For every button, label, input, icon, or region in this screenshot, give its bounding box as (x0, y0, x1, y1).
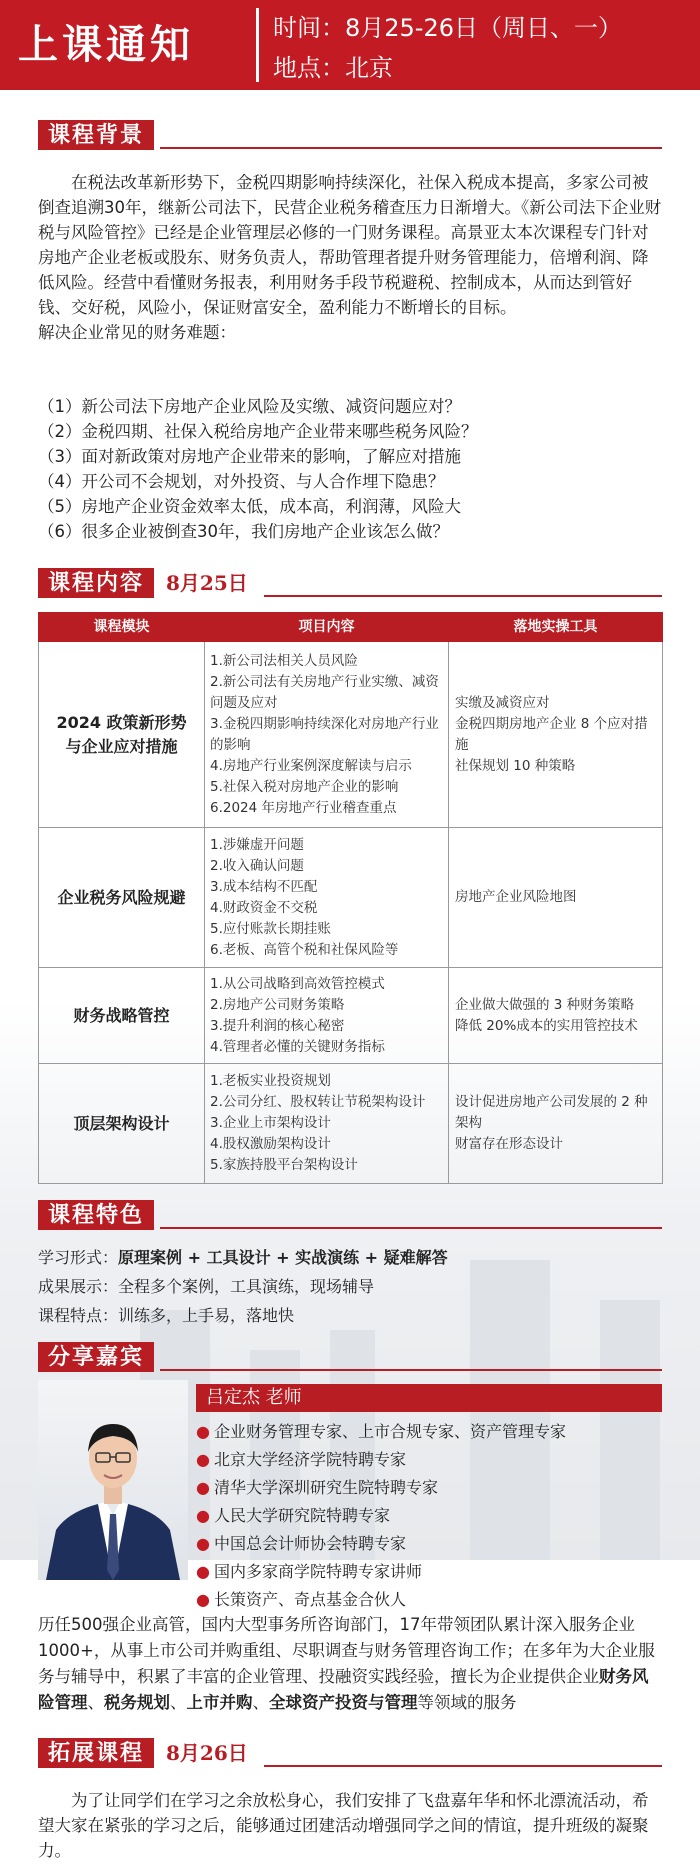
item-line: 3.成本结构不匹配 (210, 878, 318, 895)
list-item (196, 1530, 566, 1558)
credential-text: 中国总会计师协会特聘专家 (213, 1534, 406, 1553)
item-line: 5.社保入税对房地产企业的影响 (210, 778, 399, 795)
table-row (39, 1064, 663, 1184)
bio-separator: 、 (252, 1693, 269, 1712)
item-line: 6.2024 年房地产行业稽查重点 (210, 799, 397, 816)
table-row (39, 828, 663, 968)
tool-line: 房地产企业风险地图 (455, 889, 577, 905)
table-row (39, 968, 663, 1064)
item-line: 4.管理者必懂的关键财务指标 (210, 1038, 385, 1055)
tool-line: 金税四期房地产企业 8 个应对措施 (455, 715, 648, 753)
extension-paragraph (38, 1788, 664, 1863)
section-heading-features (38, 1200, 662, 1230)
speaker-bio (38, 1612, 664, 1716)
extension-text: 为了让同学们在学习之余放松身心，我们安排了飞盘嘉年华和怀北漂流活动，希望大家在紧张的学习之后，能够通过团建活动增强同学之间的情谊，提升班级的凝聚力。 (38, 1791, 649, 1860)
feature-result (38, 1274, 374, 1300)
item-line: 2.房地产公司财务策略 (210, 996, 345, 1013)
time-info: 时间：8月25-26日（周日、一） (273, 14, 623, 42)
item-line: 3.企业上市架构设计 (210, 1115, 331, 1131)
credential-text: 国内多家商学院特聘专家讲师 (213, 1562, 422, 1581)
list-item: （5）房地产企业资金效率太低，成本高，利润薄，风险大 (38, 497, 461, 516)
bio-highlight: 上市并购 (186, 1693, 253, 1712)
bullet-icon: ● (196, 1590, 210, 1609)
list-item (196, 1418, 566, 1446)
item-line: 2.新公司法有关房地产行业实缴、减资问题及应对 (210, 673, 439, 711)
module-cell: 企业税务风险规避 (39, 828, 205, 968)
feature-label: 学习形式： (38, 1248, 119, 1267)
item-line: 3.金税四期影响持续深化对房地产行业的影响 (210, 715, 439, 753)
header-banner (0, 0, 700, 90)
list-item: （6）很多企业被倒查30年，我们房地产企业该怎么做？ (38, 522, 449, 541)
tool-line: 财富存在形态设计 (455, 1136, 563, 1152)
section-heading-speaker (38, 1342, 662, 1372)
bullet-icon: ● (196, 1506, 210, 1525)
course-table (38, 612, 663, 1184)
section-tag: 课程背景 (38, 120, 154, 150)
list-item (196, 1446, 566, 1474)
feature-form (38, 1245, 448, 1271)
item-line: 4.财政资金不交税 (210, 899, 318, 916)
feature-label: 课程特点： (38, 1306, 119, 1325)
feature-label: 成果展示： (38, 1277, 119, 1296)
list-item: （2）金税四期、社保入税给房地产企业带来哪些税务风险？ (38, 422, 478, 441)
feature-trait (38, 1303, 294, 1329)
section-date: 8月26日 (166, 1741, 248, 1765)
tools-cell (449, 968, 663, 1064)
problems-title: 解决企业常见的财务难题： (38, 323, 236, 342)
list-item (196, 1474, 566, 1502)
section-underline (264, 1765, 662, 1767)
tool-line: 社保规划 10 种策略 (455, 757, 576, 774)
item-line: 4.股权激励架构设计 (210, 1136, 331, 1152)
bullet-icon: ● (196, 1478, 210, 1497)
credential-text: 北京大学经济学院特聘专家 (213, 1450, 406, 1469)
items-cell (205, 828, 449, 968)
section-heading-content (38, 568, 662, 598)
section-tag: 课程内容 (38, 568, 154, 598)
problems-list (38, 394, 664, 544)
tool-line: 实缴及减资应对 (455, 694, 550, 711)
credential-text: 企业财务管理专家、上市合规专家、资产管理专家 (213, 1422, 566, 1441)
credential-text: 长策资产、奇点基金合伙人 (213, 1590, 406, 1609)
items-cell (205, 1064, 449, 1184)
bio-text: 历任500强企业高管，国内大型事务所咨询部门，17年带领团队累计深入服务企业1000+，从事上市公司并购重组、尽职调查与财务管理咨询工作；在多年为大企业服务与辅导中，积累了丰富的企业管理、投融资实践经验，擅长为企业提供企业 (38, 1615, 655, 1686)
item-line: 1.老板实业投资规划 (210, 1073, 331, 1089)
list-item (196, 1558, 566, 1586)
section-underline (160, 147, 662, 149)
item-line: 5.应付账款长期挂账 (210, 920, 331, 937)
list-item: （4）开公司不会规划，对外投资、与人合作埋下隐患？ (38, 472, 445, 491)
tools-cell (449, 828, 663, 968)
section-heading-extension (38, 1738, 662, 1768)
item-line: 3.提升利润的核心秘密 (210, 1017, 345, 1034)
feature-value: 全程多个案例，工具演练，现场辅导 (118, 1277, 375, 1296)
bio-separator: 、 (170, 1693, 187, 1712)
item-line: 6.老板、高管个税和社保风险等 (210, 941, 399, 958)
item-line: 1.从公司战略到高效管控模式 (210, 975, 385, 992)
table-row (39, 642, 663, 828)
tool-line: 企业做大做强的 3 种财务策略 (455, 996, 635, 1013)
speaker-photo (38, 1380, 188, 1580)
place-info: 地点：北京 (273, 54, 393, 82)
bio-text: 等领域的服务 (417, 1693, 517, 1712)
bullet-icon: ● (196, 1562, 210, 1581)
background-paragraph (38, 170, 664, 345)
bullet-icon: ● (196, 1534, 210, 1553)
feature-value: 训练多，上手易，落地快 (118, 1306, 295, 1325)
bio-highlight: 税务规划 (104, 1693, 170, 1712)
section-heading-background (38, 120, 662, 150)
module-cell: 顶层架构设计 (39, 1064, 205, 1184)
tools-cell (449, 642, 663, 828)
column-header: 落地实操工具 (449, 613, 663, 642)
tool-line: 设计促进房地产公司发展的 2 种架构 (455, 1094, 648, 1131)
bio-separator: 、 (87, 1693, 104, 1712)
feature-value: 原理案例 + 工具设计 + 实战演练 + 疑难解答 (118, 1248, 448, 1267)
section-underline (160, 1369, 662, 1371)
item-line: 1.涉嫌虚开问题 (210, 836, 304, 853)
background-text: 在税法改革新形势下，金税四期影响持续深化，社保入税成本提高，多家公司被倒查追溯30年，继新公司法下，民营企业税务稽查压力日渐增大。《新公司法下企业财税与风险管控》已经是企业管理层必修的一门财务课程。高景亚太本次课程专门针对房地产企业老板或股东、财务负责人，帮助管理者提升财务管理能力，倍增利润、降低风险。经营中看懂财务报表，利用财务手段节税避税、控制成本，从而达到管好钱、交好税，风险小，保证财富安全，盈利能力不断增长的目标。 (38, 173, 662, 317)
section-tag: 拓展课程 (38, 1738, 154, 1768)
speaker-name: 吕定杰 老师 (196, 1384, 662, 1412)
item-line: 2.收入确认问题 (210, 857, 304, 874)
speaker-portrait-icon (38, 1380, 188, 1580)
section-date: 8月25日 (166, 571, 248, 595)
column-header: 项目内容 (205, 613, 449, 642)
section-underline (160, 1227, 662, 1229)
list-item (196, 1586, 566, 1614)
speaker-credentials (196, 1418, 566, 1614)
table-header-row (39, 613, 663, 642)
item-line: 1.新公司法相关人员风险 (210, 652, 358, 669)
section-tag: 分享嘉宾 (38, 1342, 154, 1372)
item-line: 5.家族持股平台架构设计 (210, 1157, 358, 1173)
header-divider (256, 8, 259, 82)
item-line: 2.公司分红、股权转让节税架构设计 (210, 1094, 426, 1110)
items-cell (205, 968, 449, 1064)
section-tag: 课程特色 (38, 1200, 154, 1230)
section-underline (264, 595, 662, 597)
module-cell: 2024 政策新形势与企业应对措施 (39, 642, 205, 828)
column-header: 课程模块 (39, 613, 205, 642)
list-item: （1）新公司法下房地产企业风险及实缴、减资问题应对？ (38, 397, 461, 416)
module-cell: 财务战略管控 (39, 968, 205, 1064)
item-line: 4.房地产行业案例深度解读与启示 (210, 757, 412, 774)
bio-highlight: 全球资产投资与管理 (269, 1693, 418, 1712)
items-cell (205, 642, 449, 828)
tools-cell (449, 1064, 663, 1184)
credential-text: 清华大学深圳研究生院特聘专家 (213, 1478, 438, 1497)
bio-highlight: 财务风险管理 (38, 1667, 649, 1712)
bullet-icon: ● (196, 1422, 210, 1441)
list-item (196, 1502, 566, 1530)
page-title: 上课通知 (18, 21, 194, 68)
bullet-icon: ● (196, 1450, 210, 1469)
tool-line: 降低 20%成本的实用管控技术 (455, 1017, 638, 1034)
list-item: （3）面对新政策对房地产企业带来的影响，了解应对措施 (38, 447, 461, 466)
credential-text: 人民大学研究院特聘专家 (213, 1506, 390, 1525)
